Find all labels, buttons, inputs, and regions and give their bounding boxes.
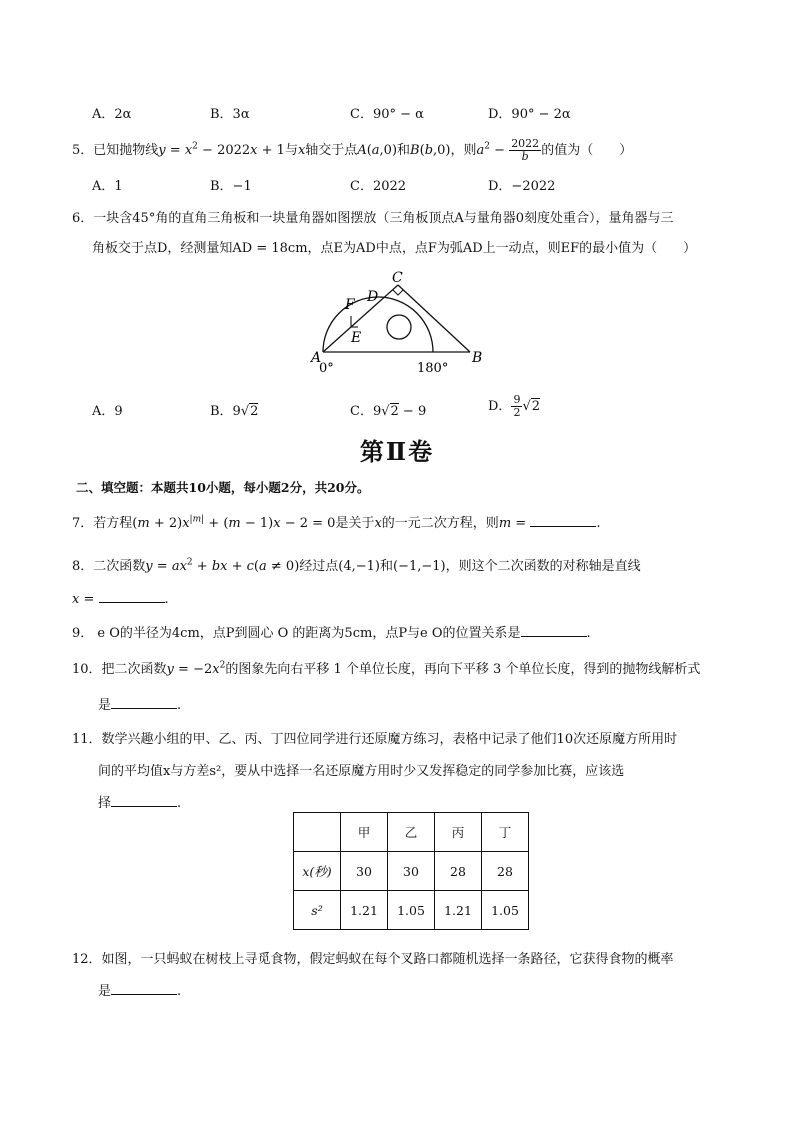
protractor-triangle-figure (305, 265, 495, 380)
question-6-line2: 角板交于点D，经测量知AD = 18cm，点E为AD中点，点F为弧AD上一动点，则EF的最小值为（ ） (92, 241, 697, 256)
q8-answer-blank[interactable] (99, 590, 165, 603)
table-row: x(秒) 30 30 28 28 (294, 852, 529, 891)
section-heading: 二、填空题：本题共10小题，每小题2分，共20分。 (76, 480, 370, 495)
q7-answer-blank[interactable] (530, 514, 596, 527)
question-11-line2: 间的平均值x与方差s²，要从中选择一名还原魔方用时少又发挥稳定的同学参加比赛，应该选 (98, 764, 625, 779)
question-8: 8．二次函数$y = ax^2$ + bx + c(a ≠ 0)经过点(4,−1)和(−1,−1)，则这个二次函数的对称轴是直线 (72, 557, 641, 574)
q4-option-d: D．90° − 2α (488, 107, 571, 122)
label-d: D (367, 289, 379, 305)
label-e: E (351, 330, 362, 346)
question-11-line1: 11．数学兴趣小组的甲、乙、丙、丁四位同学进行还原魔方练习，表格中记录了他们10次还原魔方所用时 (72, 732, 678, 747)
question-7: 7．若方程$(m + 2)x^{|m|} + (m - 1)x - 2 = 0$是关于x的一元二次方程，则m = . (72, 514, 601, 531)
q4-option-a: A．2α (92, 107, 132, 122)
question-6-line1: 6．一块含45°角的直角三角板和一块量角器如图摆放（三角板顶点A与量角器0刻度处重合），量角器与三 (72, 211, 674, 226)
right-angle-mark (393, 290, 403, 295)
question-9: 9． e O的半径为4cm，点P到圆心 O 的距离为5cm，点P与e O的位置关系是 . (72, 626, 591, 641)
question-11-line3: 择 . (98, 796, 182, 811)
label-b: B (472, 350, 483, 366)
q12-answer-blank[interactable] (111, 982, 177, 995)
q9-answer-blank[interactable] (521, 624, 587, 637)
q11-answer-blank[interactable] (111, 794, 177, 807)
table-row: s² 1.21 1.05 1.21 1.05 (294, 891, 529, 930)
stats-table (293, 812, 529, 930)
question-8-line2: x = . (72, 592, 169, 607)
q6-option-b: B．9√2 (210, 404, 259, 419)
label-180: 180° (417, 361, 449, 376)
q5-option-d: D．−2022 (488, 179, 556, 194)
triangle-side-cb (398, 285, 470, 352)
q5-option-b: B．−1 (210, 179, 252, 194)
label-f: F (345, 297, 355, 313)
question-10-line2: 是 . (98, 698, 182, 713)
label-c: C (392, 270, 403, 286)
q6-option-c: C．9√2 − 9 (350, 404, 427, 419)
question-12-line1: 12．如图，一只蚂蚁在树枝上寻觅食物，假定蚂蚁在每个叉路口都随机选择一条路径，它获得食物的概率 (72, 952, 674, 967)
q6-option-d: D． $\frac{9}{2}$ √2 (488, 393, 541, 419)
table-header-row: 甲 乙 丙 丁 (294, 813, 529, 852)
q5-fraction: $\frac{2022}{b}$ (511, 137, 540, 163)
label-a: A (311, 350, 322, 366)
protractor-hole (387, 315, 411, 339)
question-5: 5．已知抛物线$y = x^2 - 2022x + 1$与x轴交于点A(a,0)和B(b,0)，则$a^2$ − $\frac{2022}{b}$ 的值为（ ） (72, 137, 633, 163)
question-12-line2: 是 . (98, 984, 182, 999)
q6-option-a: A．9 (92, 404, 123, 419)
q10-answer-blank[interactable] (111, 696, 177, 709)
label-zero: 0° (319, 361, 334, 376)
q4-option-b: B．3α (210, 107, 250, 122)
section-title: 第Ⅱ卷 (359, 437, 435, 466)
protractor-arc (323, 297, 433, 352)
q5-option-c: C．2022 (350, 179, 407, 194)
question-10: 10．把二次函数$y = -2x^2$的图象先向右平移 1 个单位长度，再向下平移 3 个单位长度，得到的抛物线解析式 (72, 660, 701, 677)
q5-option-a: A．1 (92, 179, 123, 194)
q4-option-c: C．90° − α (350, 107, 424, 122)
